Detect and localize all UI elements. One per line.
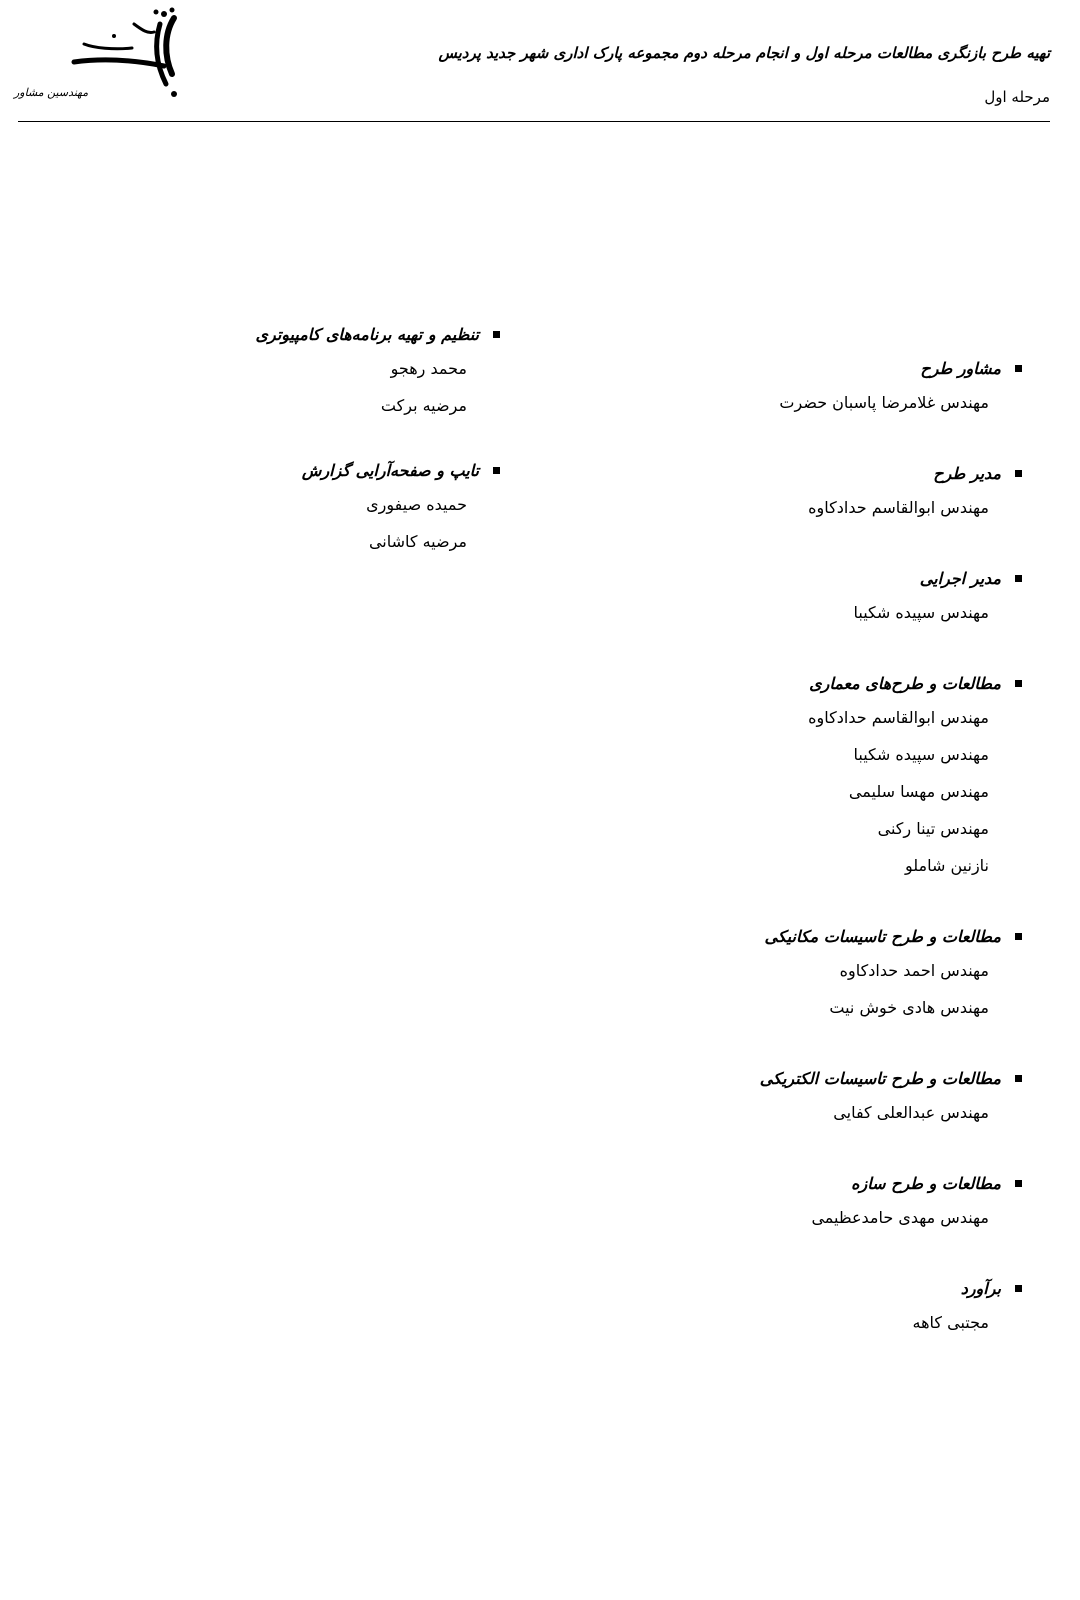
person-name: مجتبی کاهه [912, 1313, 989, 1332]
person-name: مرضیه کاشانی [368, 532, 467, 551]
logo-caption: مهندسین مشاور [14, 86, 89, 99]
people-list [542, 384, 1022, 421]
header-divider [18, 121, 1050, 122]
bullet-icon [1015, 1285, 1022, 1292]
credits-left-column [120, 318, 500, 590]
section-heading-label: مشاور طرح [920, 358, 1001, 378]
bullet-icon [1015, 365, 1022, 372]
person-name: مهندس ابوالقاسم حدادکاوه [808, 498, 989, 517]
people-list [542, 1094, 1022, 1131]
person-name: مهندس احمد حدادکاوه [839, 961, 989, 980]
person-name: مهندس سپیده شکیبا [853, 745, 989, 764]
credit-section [542, 352, 1022, 421]
section-heading [542, 920, 1022, 952]
section-heading [542, 1062, 1022, 1094]
section-heading-label: برآورد [960, 1278, 1001, 1298]
people-list [542, 699, 1022, 884]
section-heading [120, 318, 500, 350]
section-heading [542, 1272, 1022, 1304]
people-list [542, 489, 1022, 526]
section-heading-label: مطالعات و طرح تاسیسات مکانیکی [764, 926, 1001, 946]
firm-logo [14, 4, 184, 114]
bullet-icon [493, 467, 500, 474]
person-name: محمد رهجو [390, 359, 467, 378]
people-list [120, 350, 500, 424]
people-list [120, 486, 500, 560]
person-name: مهندس تینا رکنی [877, 819, 989, 838]
person-name: مهندس هادی خوش نیت [829, 998, 989, 1017]
bullet-icon [493, 331, 500, 338]
section-heading-label: مدیر طرح [933, 463, 1001, 483]
person-name: مهندس مهسا سلیمی [848, 782, 989, 801]
section-heading [120, 454, 500, 486]
section-heading [542, 457, 1022, 489]
section-heading-label: مطالعات و طرح تاسیسات الکتریکی [759, 1068, 1001, 1088]
section-heading-label: تایپ و صفحه‌آرایی گزارش [301, 460, 479, 480]
person-name: مرضیه برکت [380, 396, 467, 415]
credit-section [542, 562, 1022, 631]
person-name: مهندس ابوالقاسم حدادکاوه [808, 708, 989, 727]
person-name: مهندس غلامرضا پاسبان حضرت [779, 393, 989, 412]
people-list [542, 1199, 1022, 1236]
page-header [0, 0, 1080, 130]
bullet-icon [1015, 1180, 1022, 1187]
bullet-icon [1015, 933, 1022, 940]
section-heading-label: مطالعات و طرح‌های معماری [809, 673, 1001, 693]
bullet-icon [1015, 575, 1022, 582]
section-heading-label: مدیر اجرایی [919, 568, 1001, 588]
section-heading [542, 562, 1022, 594]
section-heading-label: مطالعات و طرح سازه [851, 1173, 1001, 1193]
document-subtitle: مرحله اول [984, 88, 1050, 106]
bullet-icon [1015, 680, 1022, 687]
document-title: تهیه طرح بازنگری مطالعات مرحله اول و انجام مرحله دوم مجموعه پارک اداری شهر جدید پردیس [438, 44, 1050, 62]
person-name: حمیده صیفوری [366, 495, 467, 514]
credit-section [542, 457, 1022, 526]
credit-section [120, 454, 500, 560]
bullet-icon [1015, 470, 1022, 477]
section-heading [542, 667, 1022, 699]
credit-section [542, 920, 1022, 1026]
section-heading [542, 352, 1022, 384]
people-list [542, 594, 1022, 631]
credit-section [120, 318, 500, 424]
person-name: نازنین شاملو [904, 856, 989, 875]
people-list [542, 952, 1022, 1026]
section-heading-label: تنظیم و تهیه برنامه‌های کامپیوتری [255, 324, 479, 344]
person-name: مهندس سپیده شکیبا [853, 603, 989, 622]
person-name: مهندس عبدالعلی کفایی [833, 1103, 989, 1122]
credit-section [542, 1062, 1022, 1131]
section-heading [542, 1167, 1022, 1199]
bullet-icon [1015, 1075, 1022, 1082]
credit-section [542, 1272, 1022, 1341]
person-name: مهندس مهدی حامدعظیمی [811, 1208, 989, 1227]
credits-right-column [542, 352, 1022, 1377]
credit-section [542, 1167, 1022, 1236]
people-list [542, 1304, 1022, 1341]
credit-section [542, 667, 1022, 884]
